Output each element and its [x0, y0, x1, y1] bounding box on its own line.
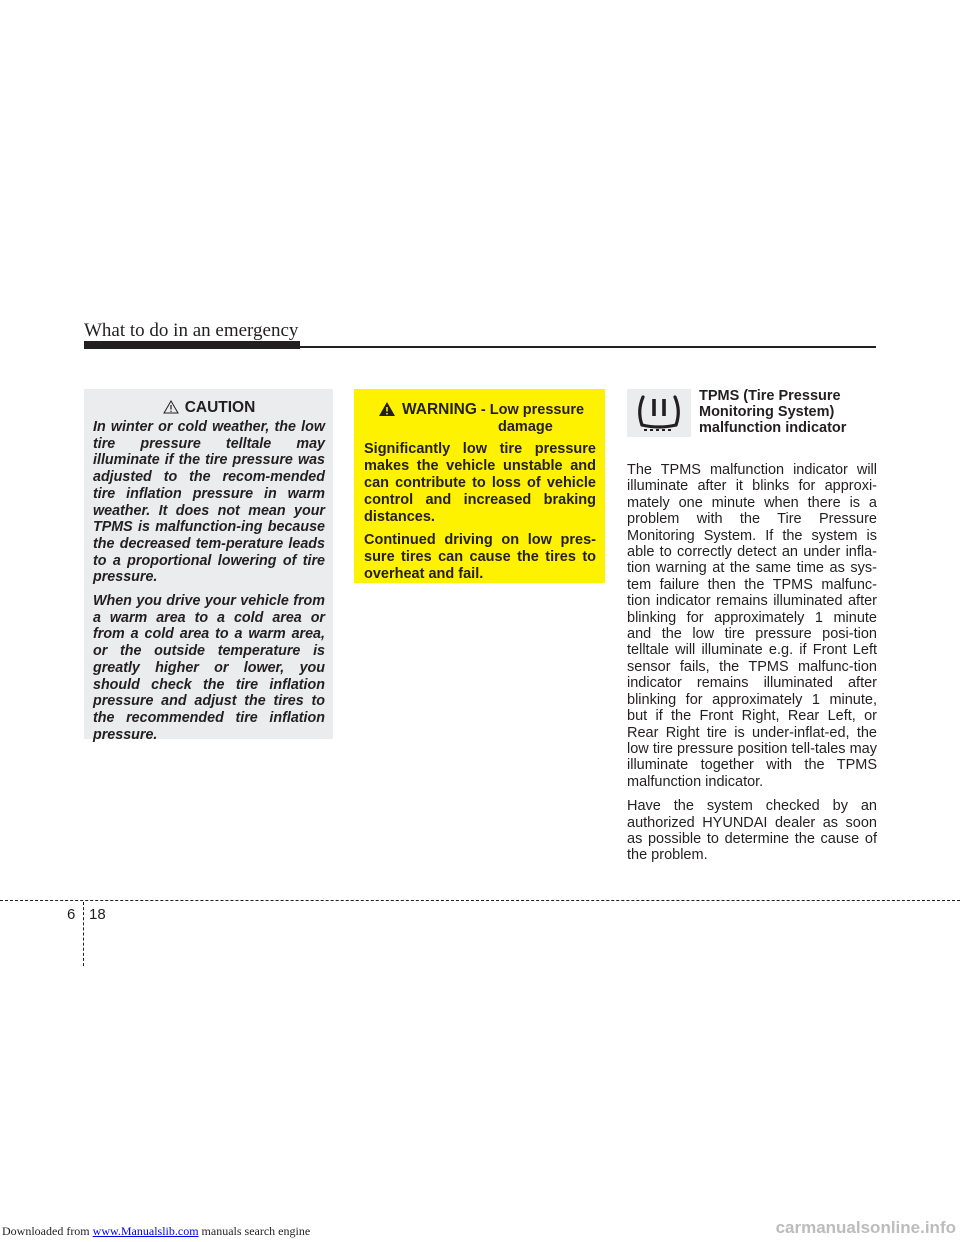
footer-prefix: Downloaded from [2, 1224, 93, 1238]
footer-download-note [2, 1224, 310, 1239]
caution-label: CAUTION [184, 399, 256, 416]
page-divider [0, 900, 960, 901]
header-rule [84, 346, 876, 348]
warning-label: WARNING [402, 401, 477, 418]
warning-subtitle: - Low pressure [480, 402, 585, 418]
tpms-paragraph: Have the system checked by an authorized HYUNDAI dealer as soon as possible to determine the cause of the problem. [627, 798, 877, 864]
warning-triangle-icon [378, 401, 396, 417]
tpms-heading [699, 388, 879, 436]
footer-suffix: manuals search engine [198, 1224, 311, 1238]
tpms-heading-line: malfunction indicator [699, 420, 847, 436]
tpms-icon-box [627, 389, 691, 437]
caution-paragraph: In winter or cold weather, the low tire pressure telltale may illuminate if the tire pressure was adjusted to the recom-mended tire inflation pressure in warm weather. It does not mean your TPMS is malfunction-ing because the decreased tem-perature leads to a proportional lowering of tire pressure. [93, 419, 325, 586]
caution-paragraph: When you drive your vehicle from a warm area to a cold area or from a cold area to a warm area, or the outside temperature is greatly higher or lower, you should check the tire inflation pressure and adjust the tires to the recommended tire inflation pressure. [93, 593, 325, 743]
warning-paragraph: Significantly low tire pressure makes the vehicle unstable and can contribute to loss of vehicle control and increased braking distances. [364, 441, 596, 525]
tpms-paragraph: The TPMS malfunction indicator will illuminate after it blinks for approxi-mately one minute when there is a problem with the Tire Pressure Monitoring System. If the system is able to correctly detect an under infla-tion warning at the same time as sys-tem failure then the TPMS malfunc-tion indicator remains illuminated after blinking for approximately 1 minute and the low tire pressure posi-tion telltale will illuminate e.g. if Front Left sensor fails, the TPMS malfunc-tion indicator remains illuminated after blinking for approximately 1 minute, but if the Front Right, Rear Left, or Rear Right tire is under-inflat-ed, the low tire pressure position tell-tales may illuminate together with the TPMS malfunction indicator. [627, 462, 877, 790]
caution-heading [93, 399, 325, 417]
footer-link[interactable]: www.Manualslib.com [92, 1224, 199, 1238]
page-number-divider [83, 902, 84, 966]
tpms-heading-line: Monitoring System) [699, 404, 835, 420]
warning-heading [364, 401, 596, 435]
caution-triangle-icon [163, 400, 179, 414]
tpms-body [627, 462, 877, 872]
caution-box [84, 389, 333, 743]
warning-paragraph: Continued driving on low pres-sure tires can cause the tires to overheat and fail. [364, 532, 596, 582]
warning-box [354, 389, 605, 583]
page-number: 18 [89, 906, 106, 923]
footer-watermark: carmanualsonline.info [775, 1218, 956, 1237]
warning-subtitle-2: damage [498, 419, 553, 435]
section-number: 6 [67, 906, 76, 923]
header-title: What to do in an emergency [84, 320, 299, 341]
tpms-heading-line: TPMS (Tire Pressure [699, 388, 841, 404]
tpms-malfunction-icon [627, 389, 691, 437]
